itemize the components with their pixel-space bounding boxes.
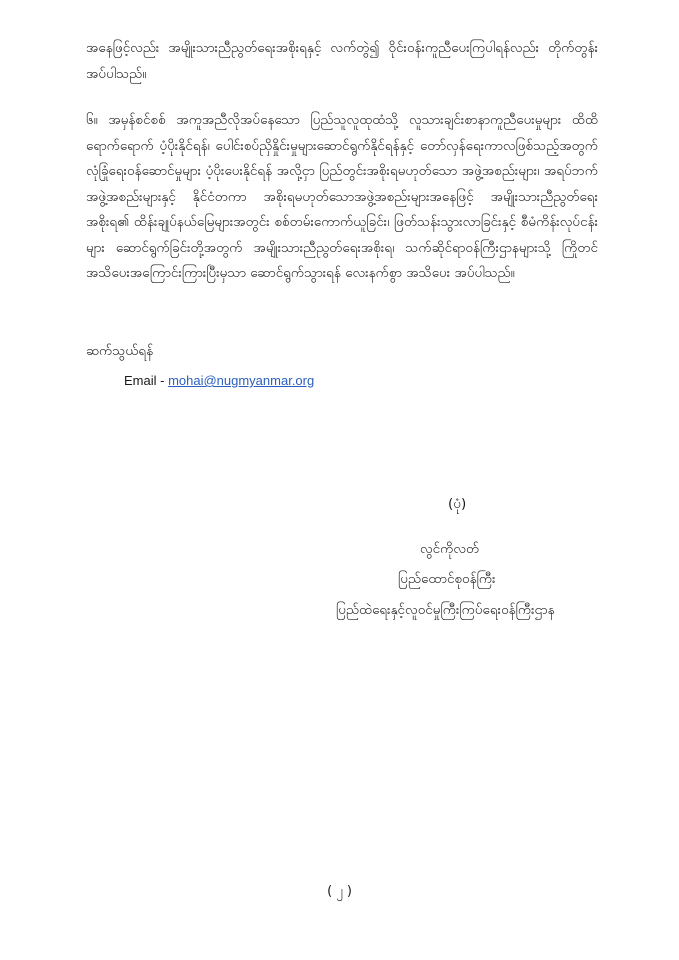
email-label: Email - (124, 373, 169, 388)
signed-name: လွင်ကိုလတ် (420, 541, 480, 557)
signatory-position: ပြည်ထောင်စုဝန်ကြီး (398, 571, 496, 587)
email-link[interactable]: mohai@nugmyanmar.org (168, 373, 315, 388)
contact-heading: ဆက်သွယ်ရန် (86, 343, 154, 359)
page-number: ( ၂ ) (327, 884, 352, 899)
paragraph-continuation: အနေဖြင့်လည်း အမျိုးသားညီညွတ်ရေးအစိုးရနှင့် လက်တွဲ၍ ဝိုင်းဝန်းကူညီပေးကြပါရန်လည်း တိုက်တွန်းအပ်ပါသည်။ (86, 40, 598, 82)
seal-mark: (ပုံ) (448, 496, 467, 512)
email-line (124, 373, 314, 388)
paragraph-6: ၆။ အမှန်စင်စစ် အကူအညီလိုအပ်နေသော ပြည်သူလူထုထံသို့ လူသားချင်းစာနာကူညီပေးမှုများ ထိထိရောက်ရောက် ပံ့ပိုးနိုင်ရန်၊ ပေါင်းစပ်ညှိနှိုင်းမှုများဆောင်ရွက်နိုင်ရန်နှင့် တော်လှန်ရေးကာလဖြစ်သည့်အတွက် လုံခြုံရေးဝန်ဆောင်မှုများ ပံ့ပိုးပေးနိုင်ရန် အလို့ငှာ ပြည်တွင်းအစိုးရမဟုတ်သော အဖွဲ့အစည်းများ၊ အရပ်ဘက်အဖွဲ့အစည်းများနှင့် နိုင်ငံတကာ အစိုးရမဟုတ်သောအဖွဲ့အစည်းများအနေဖြင့် အမျိုးသားညီညွတ်ရေးအစိုးရ၏ ထိန်းချုပ်နယ်မြေများအတွင်း စစ်တမ်းကောက်ယူခြင်း၊ ဖြတ်သန်းသွားလာခြင်းနှင့် စီမံကိန်းလုပ်ငန်းများ ဆောင်ရွက်ခြင်းတို့အတွက် အမျိုးသားညီညွတ်ရေးအစိုးရ၊ သက်ဆိုင်ရာဝန်ကြီးဌာနများသို့ ကြိုတင်အသိပေးအကြောင်းကြားပြီးမှသာ ဆောင်ရွက်သွားရန် လေးနက်စွာ အသိပေး အပ်ပါသည်။ (86, 112, 598, 281)
signatory-ministry: ပြည်ထဲရေးနှင့်လူဝင်မှုကြီးကြပ်ရေးဝန်ကြီးဌာန (336, 602, 555, 618)
